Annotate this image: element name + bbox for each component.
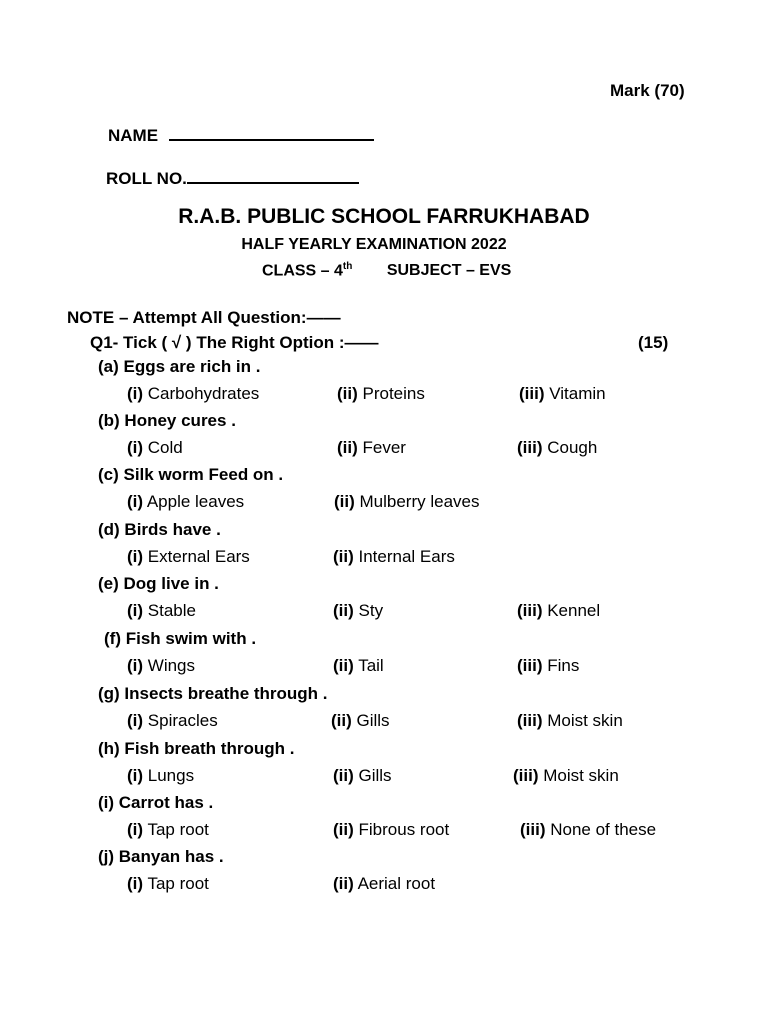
- option-number: (ii): [337, 384, 358, 403]
- answer-option: [517, 601, 600, 621]
- option-text: Tail: [353, 656, 384, 675]
- answer-option: [127, 874, 209, 894]
- option-number: (i): [127, 601, 144, 620]
- answer-option: [333, 820, 449, 840]
- option-text: Cold: [143, 438, 183, 457]
- option-number: (ii): [333, 656, 354, 675]
- answer-option: [337, 438, 406, 458]
- option-text: External Ears: [143, 547, 250, 566]
- option-number: (i): [127, 438, 144, 457]
- subject-label: SUBJECT – EVS: [386, 262, 512, 280]
- option-number: (ii): [333, 820, 354, 839]
- question-item: (h) Fish breath through .: [98, 739, 295, 758]
- option-number: (iii): [519, 384, 545, 403]
- answer-option: [333, 656, 384, 676]
- option-number: (ii): [334, 492, 355, 511]
- option-text: Cough: [542, 438, 598, 457]
- option-number: (ii): [333, 601, 354, 620]
- option-text: Moist skin: [542, 711, 623, 730]
- answer-option: [127, 438, 183, 458]
- option-number: (i): [127, 656, 144, 675]
- option-number: (iii): [513, 766, 539, 785]
- answer-option: [520, 820, 656, 840]
- roll-blank-line: [187, 168, 359, 184]
- class-label: CLASS – 4: [262, 262, 343, 280]
- option-text: Sty: [353, 601, 384, 620]
- option-text: Gills: [353, 766, 392, 785]
- option-text: Vitamin: [544, 384, 606, 403]
- class-superscript: th: [342, 261, 353, 272]
- option-number: (i): [127, 547, 144, 566]
- option-number: (i): [127, 492, 144, 511]
- option-text: Gills: [351, 711, 390, 730]
- answer-option: [517, 711, 623, 731]
- option-number: (ii): [333, 547, 354, 566]
- question-1-marks: (15): [638, 333, 669, 352]
- name-field: [108, 125, 374, 146]
- option-text: Fever: [357, 438, 406, 457]
- note-line: NOTE – Attempt All Question:——: [67, 308, 341, 327]
- question-item: (i) Carrot has .: [98, 793, 214, 812]
- answer-option: [333, 766, 392, 786]
- question-1-title: Q1- Tick ( √ ) The Right Option :——: [90, 333, 379, 352]
- answer-option: [127, 384, 259, 404]
- option-text: Moist skin: [538, 766, 619, 785]
- option-number: (ii): [333, 766, 354, 785]
- roll-number-field: [106, 168, 359, 189]
- option-text: Stable: [143, 601, 196, 620]
- option-number: (iii): [520, 820, 546, 839]
- roll-label: ROLL NO.: [106, 169, 187, 188]
- total-marks: Mark (70): [610, 81, 685, 100]
- option-number: (i): [127, 820, 144, 839]
- option-text: Apple leaves: [143, 492, 245, 511]
- answer-option: [519, 384, 606, 404]
- question-item: (f) Fish swim with .: [104, 629, 257, 648]
- option-text: Tap root: [143, 874, 209, 893]
- option-number: (iii): [517, 601, 543, 620]
- option-text: Internal Ears: [353, 547, 455, 566]
- option-number: (iii): [517, 438, 543, 457]
- answer-option: [333, 547, 455, 567]
- answer-option: [127, 601, 196, 621]
- question-item: (b) Honey cures .: [98, 411, 236, 430]
- answer-option: [333, 874, 435, 894]
- option-text: Wings: [143, 656, 196, 675]
- answer-option: [127, 820, 209, 840]
- name-blank-line: [169, 125, 374, 141]
- option-text: Fins: [542, 656, 580, 675]
- option-text: None of these: [545, 820, 657, 839]
- question-item: (j) Banyan has .: [98, 847, 224, 866]
- option-text: Lungs: [143, 766, 195, 785]
- option-number: (iii): [517, 711, 543, 730]
- name-label: NAME: [108, 126, 159, 145]
- answer-option: [333, 601, 383, 621]
- option-number: (ii): [333, 874, 354, 893]
- option-number: (ii): [331, 711, 352, 730]
- answer-option: [331, 711, 390, 731]
- class-subject-line: [262, 261, 511, 280]
- answer-option: [334, 492, 480, 512]
- school-name: R.A.B. PUBLIC SCHOOL FARRUKHABAD: [178, 205, 590, 228]
- answer-option: [127, 547, 250, 567]
- answer-option: [127, 656, 195, 676]
- option-text: Tap root: [143, 820, 209, 839]
- answer-option: [517, 656, 579, 676]
- option-number: (i): [127, 874, 144, 893]
- option-text: Proteins: [357, 384, 425, 403]
- option-number: (iii): [517, 656, 543, 675]
- option-number: (i): [127, 384, 144, 403]
- option-number: (i): [127, 711, 144, 730]
- answer-option: [517, 438, 597, 458]
- question-item: (c) Silk worm Feed on .: [98, 465, 284, 484]
- option-number: (ii): [337, 438, 358, 457]
- answer-option: [127, 492, 244, 512]
- question-item: (g) Insects breathe through .: [98, 684, 328, 703]
- exam-title: HALF YEARLY EXAMINATION 2022: [241, 236, 507, 253]
- option-text: Kennel: [542, 601, 601, 620]
- question-item: (a) Eggs are rich in .: [98, 357, 261, 376]
- answer-option: [337, 384, 425, 404]
- question-item: (e) Dog live in .: [98, 574, 219, 593]
- option-text: Carbohydrates: [143, 384, 260, 403]
- option-text: Mulberry leaves: [354, 492, 480, 511]
- option-text: Fibrous root: [353, 820, 450, 839]
- answer-option: [127, 766, 194, 786]
- question-item: (d) Birds have .: [98, 520, 221, 539]
- option-number: (i): [127, 766, 144, 785]
- answer-option: [513, 766, 619, 786]
- option-text: Spiracles: [143, 711, 218, 730]
- answer-option: [127, 711, 218, 731]
- option-text: Aerial root: [353, 874, 436, 893]
